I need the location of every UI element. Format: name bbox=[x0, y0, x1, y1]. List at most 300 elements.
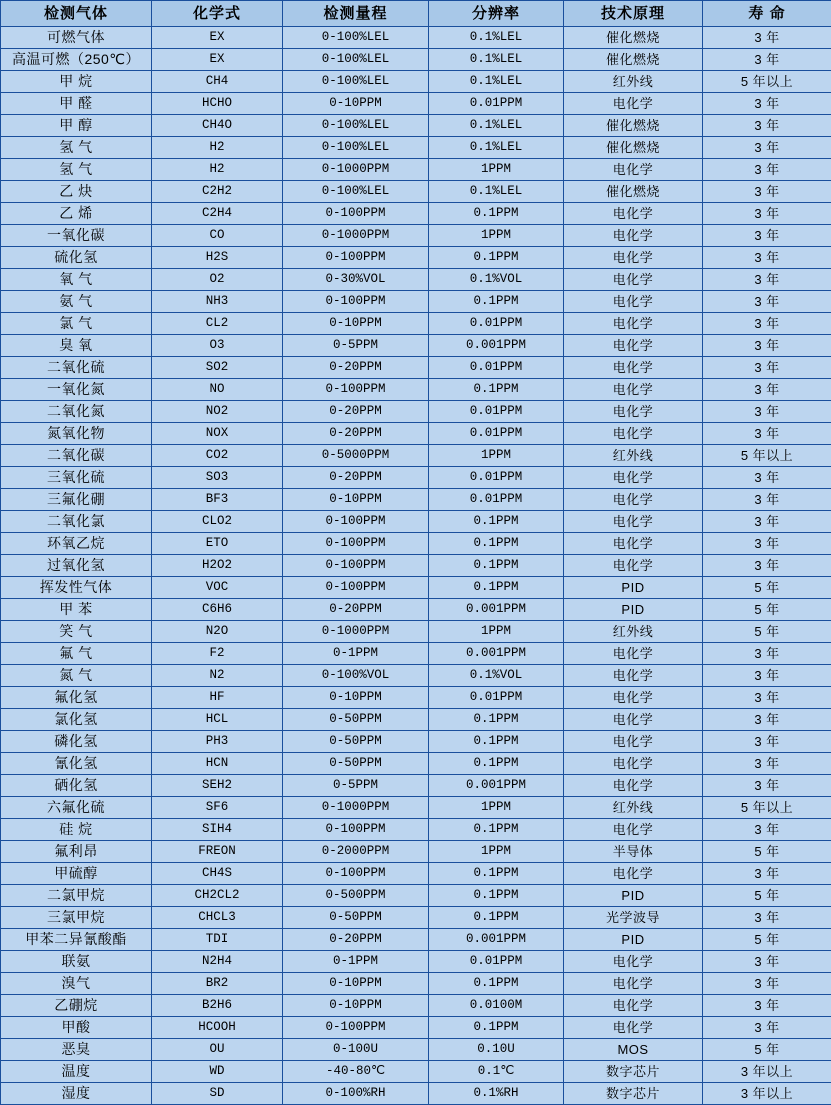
cell-formula: N2 bbox=[152, 665, 283, 687]
table-row bbox=[1, 445, 831, 467]
cell-gas: 乙硼烷 bbox=[1, 995, 152, 1017]
cell-principle: 红外线 bbox=[564, 71, 703, 93]
table-row bbox=[1, 951, 831, 973]
cell-range: 0-50PPM bbox=[283, 709, 429, 731]
cell-formula: CL2 bbox=[152, 313, 283, 335]
cell-gas: 二氯甲烷 bbox=[1, 885, 152, 907]
cell-formula: PH3 bbox=[152, 731, 283, 753]
cell-formula: VOC bbox=[152, 577, 283, 599]
cell-life: 5 年 bbox=[703, 577, 831, 599]
cell-life: 3 年 bbox=[703, 115, 831, 137]
cell-principle: 电化学 bbox=[564, 247, 703, 269]
cell-range: 0-100PPM bbox=[283, 203, 429, 225]
cell-range: 0-1000PPM bbox=[283, 159, 429, 181]
cell-range: 0-100U bbox=[283, 1039, 429, 1061]
cell-gas: 三氯甲烷 bbox=[1, 907, 152, 929]
cell-resolution: 0.1%RH bbox=[429, 1083, 564, 1105]
cell-principle: 电化学 bbox=[564, 423, 703, 445]
cell-gas: 溴气 bbox=[1, 973, 152, 995]
cell-formula: NH3 bbox=[152, 291, 283, 313]
table-body bbox=[1, 27, 831, 1105]
cell-principle: 电化学 bbox=[564, 775, 703, 797]
cell-resolution: 0.1PPM bbox=[429, 709, 564, 731]
cell-resolution: 1PPM bbox=[429, 159, 564, 181]
cell-range: 0-100%LEL bbox=[283, 49, 429, 71]
cell-formula: HCN bbox=[152, 753, 283, 775]
cell-principle: 电化学 bbox=[564, 159, 703, 181]
cell-range: 0-10PPM bbox=[283, 489, 429, 511]
cell-life: 3 年 bbox=[703, 709, 831, 731]
cell-gas: 恶臭 bbox=[1, 1039, 152, 1061]
cell-gas: 氟 气 bbox=[1, 643, 152, 665]
cell-formula: H2 bbox=[152, 137, 283, 159]
cell-principle: 电化学 bbox=[564, 819, 703, 841]
cell-resolution: 0.01PPM bbox=[429, 489, 564, 511]
column-header-range: 检测量程 bbox=[283, 1, 429, 27]
cell-formula: CHCL3 bbox=[152, 907, 283, 929]
cell-formula: NO2 bbox=[152, 401, 283, 423]
cell-range: 0-100PPM bbox=[283, 819, 429, 841]
cell-principle: 电化学 bbox=[564, 203, 703, 225]
cell-resolution: 1PPM bbox=[429, 797, 564, 819]
cell-gas: 氯 气 bbox=[1, 313, 152, 335]
cell-formula: HCL bbox=[152, 709, 283, 731]
cell-life: 3 年 bbox=[703, 489, 831, 511]
cell-gas: 氮 气 bbox=[1, 665, 152, 687]
cell-resolution: 0.1℃ bbox=[429, 1061, 564, 1083]
cell-life: 3 年 bbox=[703, 753, 831, 775]
cell-life: 3 年 bbox=[703, 863, 831, 885]
cell-formula: CH2CL2 bbox=[152, 885, 283, 907]
cell-principle: 电化学 bbox=[564, 291, 703, 313]
table-row bbox=[1, 533, 831, 555]
cell-life: 3 年 bbox=[703, 401, 831, 423]
cell-formula: CH4S bbox=[152, 863, 283, 885]
cell-life: 3 年 bbox=[703, 27, 831, 49]
cell-life: 5 年 bbox=[703, 621, 831, 643]
cell-range: 0-10PPM bbox=[283, 687, 429, 709]
cell-range: 0-20PPM bbox=[283, 929, 429, 951]
table-row bbox=[1, 1039, 831, 1061]
cell-principle: 催化燃烧 bbox=[564, 27, 703, 49]
cell-life: 3 年 bbox=[703, 1017, 831, 1039]
cell-life: 3 年 bbox=[703, 665, 831, 687]
cell-principle: 电化学 bbox=[564, 555, 703, 577]
table-row bbox=[1, 357, 831, 379]
table-row bbox=[1, 313, 831, 335]
cell-range: 0-10PPM bbox=[283, 973, 429, 995]
column-header-resolution: 分辨率 bbox=[429, 1, 564, 27]
cell-principle: PID bbox=[564, 577, 703, 599]
cell-formula: N2O bbox=[152, 621, 283, 643]
cell-resolution: 0.01PPM bbox=[429, 313, 564, 335]
cell-resolution: 0.01PPM bbox=[429, 357, 564, 379]
cell-principle: MOS bbox=[564, 1039, 703, 1061]
cell-life: 3 年 bbox=[703, 467, 831, 489]
cell-principle: 电化学 bbox=[564, 731, 703, 753]
table-row bbox=[1, 335, 831, 357]
cell-principle: 电化学 bbox=[564, 313, 703, 335]
cell-range: 0-5PPM bbox=[283, 335, 429, 357]
table-row bbox=[1, 643, 831, 665]
table-row bbox=[1, 115, 831, 137]
table-header-row bbox=[1, 1, 831, 27]
cell-gas: 六氟化硫 bbox=[1, 797, 152, 819]
table-row bbox=[1, 1083, 831, 1105]
cell-resolution: 0.1PPM bbox=[429, 511, 564, 533]
cell-gas: 氢 气 bbox=[1, 159, 152, 181]
cell-principle: 电化学 bbox=[564, 511, 703, 533]
cell-principle: 催化燃烧 bbox=[564, 181, 703, 203]
table-row bbox=[1, 225, 831, 247]
cell-principle: 数字芯片 bbox=[564, 1061, 703, 1083]
cell-formula: NOX bbox=[152, 423, 283, 445]
cell-range: 0-100%LEL bbox=[283, 181, 429, 203]
cell-gas: 甲酸 bbox=[1, 1017, 152, 1039]
table-row bbox=[1, 753, 831, 775]
table-row bbox=[1, 401, 831, 423]
cell-gas: 联氨 bbox=[1, 951, 152, 973]
cell-resolution: 1PPM bbox=[429, 445, 564, 467]
cell-life: 3 年 bbox=[703, 819, 831, 841]
cell-life: 3 年 bbox=[703, 225, 831, 247]
cell-gas: 二氧化氯 bbox=[1, 511, 152, 533]
cell-principle: 半导体 bbox=[564, 841, 703, 863]
cell-range: 0-50PPM bbox=[283, 753, 429, 775]
cell-principle: 红外线 bbox=[564, 797, 703, 819]
cell-gas: 甲硫醇 bbox=[1, 863, 152, 885]
cell-range: 0-50PPM bbox=[283, 731, 429, 753]
cell-range: 0-100%LEL bbox=[283, 71, 429, 93]
cell-formula: NO bbox=[152, 379, 283, 401]
cell-life: 3 年 bbox=[703, 731, 831, 753]
cell-principle: 电化学 bbox=[564, 467, 703, 489]
cell-resolution: 0.01PPM bbox=[429, 951, 564, 973]
cell-life: 3 年 bbox=[703, 533, 831, 555]
cell-resolution: 0.1PPM bbox=[429, 863, 564, 885]
cell-resolution: 0.01PPM bbox=[429, 467, 564, 489]
cell-gas: 笑 气 bbox=[1, 621, 152, 643]
cell-formula: OU bbox=[152, 1039, 283, 1061]
cell-gas: 乙 炔 bbox=[1, 181, 152, 203]
cell-principle: 电化学 bbox=[564, 533, 703, 555]
table-row bbox=[1, 27, 831, 49]
cell-range: 0-10PPM bbox=[283, 313, 429, 335]
cell-range: 0-100PPM bbox=[283, 863, 429, 885]
cell-formula: CH4 bbox=[152, 71, 283, 93]
cell-life: 3 年 bbox=[703, 137, 831, 159]
cell-range: 0-20PPM bbox=[283, 401, 429, 423]
cell-principle: 电化学 bbox=[564, 269, 703, 291]
cell-resolution: 0.1PPM bbox=[429, 533, 564, 555]
cell-formula: CO2 bbox=[152, 445, 283, 467]
table-row bbox=[1, 269, 831, 291]
cell-life: 5 年 bbox=[703, 841, 831, 863]
cell-range: 0-5PPM bbox=[283, 775, 429, 797]
cell-gas: 氯化氢 bbox=[1, 709, 152, 731]
cell-resolution: 0.1PPM bbox=[429, 973, 564, 995]
cell-range: 0-100PPM bbox=[283, 379, 429, 401]
cell-formula: HCHO bbox=[152, 93, 283, 115]
cell-gas: 硒化氢 bbox=[1, 775, 152, 797]
cell-range: 0-100PPM bbox=[283, 577, 429, 599]
cell-life: 3 年 bbox=[703, 555, 831, 577]
table-row bbox=[1, 731, 831, 753]
cell-formula: TDI bbox=[152, 929, 283, 951]
cell-life: 3 年 bbox=[703, 93, 831, 115]
column-header-gas: 检测气体 bbox=[1, 1, 152, 27]
cell-formula: SD bbox=[152, 1083, 283, 1105]
cell-formula: N2H4 bbox=[152, 951, 283, 973]
cell-range: 0-100PPM bbox=[283, 1017, 429, 1039]
table-row bbox=[1, 621, 831, 643]
cell-resolution: 0.1%LEL bbox=[429, 71, 564, 93]
cell-range: 0-1PPM bbox=[283, 951, 429, 973]
cell-formula: CLO2 bbox=[152, 511, 283, 533]
cell-life: 3 年 bbox=[703, 269, 831, 291]
cell-formula: SO2 bbox=[152, 357, 283, 379]
cell-range: 0-20PPM bbox=[283, 357, 429, 379]
cell-range: 0-100%VOL bbox=[283, 665, 429, 687]
table-row bbox=[1, 797, 831, 819]
cell-life: 3 年 bbox=[703, 203, 831, 225]
cell-range: 0-100%LEL bbox=[283, 137, 429, 159]
table-row bbox=[1, 291, 831, 313]
cell-range: 0-100PPM bbox=[283, 291, 429, 313]
cell-resolution: 0.1%VOL bbox=[429, 665, 564, 687]
cell-gas: 湿度 bbox=[1, 1083, 152, 1105]
cell-gas: 温度 bbox=[1, 1061, 152, 1083]
cell-gas: 一氧化氮 bbox=[1, 379, 152, 401]
cell-gas: 磷化氢 bbox=[1, 731, 152, 753]
cell-principle: 电化学 bbox=[564, 489, 703, 511]
cell-principle: 电化学 bbox=[564, 357, 703, 379]
cell-resolution: 0.10U bbox=[429, 1039, 564, 1061]
cell-principle: 催化燃烧 bbox=[564, 115, 703, 137]
cell-principle: 电化学 bbox=[564, 973, 703, 995]
table-row bbox=[1, 929, 831, 951]
cell-range: 0-20PPM bbox=[283, 599, 429, 621]
cell-resolution: 0.1PPM bbox=[429, 885, 564, 907]
cell-range: 0-100%LEL bbox=[283, 27, 429, 49]
cell-formula: CH4O bbox=[152, 115, 283, 137]
cell-range: 0-1PPM bbox=[283, 643, 429, 665]
cell-gas: 硫化氢 bbox=[1, 247, 152, 269]
cell-gas: 氮氧化物 bbox=[1, 423, 152, 445]
cell-gas: 环氧乙烷 bbox=[1, 533, 152, 555]
table-row bbox=[1, 599, 831, 621]
cell-resolution: 0.1PPM bbox=[429, 291, 564, 313]
cell-formula: H2O2 bbox=[152, 555, 283, 577]
cell-life: 3 年 bbox=[703, 313, 831, 335]
table-row bbox=[1, 137, 831, 159]
cell-life: 5 年 bbox=[703, 885, 831, 907]
cell-gas: 甲 烷 bbox=[1, 71, 152, 93]
table-row bbox=[1, 1061, 831, 1083]
cell-formula: H2 bbox=[152, 159, 283, 181]
cell-gas: 乙 烯 bbox=[1, 203, 152, 225]
cell-resolution: 0.1PPM bbox=[429, 379, 564, 401]
table-row bbox=[1, 489, 831, 511]
cell-formula: SIH4 bbox=[152, 819, 283, 841]
cell-resolution: 0.01PPM bbox=[429, 687, 564, 709]
cell-formula: O2 bbox=[152, 269, 283, 291]
cell-gas: 氟利昂 bbox=[1, 841, 152, 863]
cell-life: 3 年 bbox=[703, 643, 831, 665]
cell-principle: 数字芯片 bbox=[564, 1083, 703, 1105]
cell-range: 0-5000PPM bbox=[283, 445, 429, 467]
cell-resolution: 0.1PPM bbox=[429, 203, 564, 225]
cell-gas: 氨 气 bbox=[1, 291, 152, 313]
cell-formula: HCOOH bbox=[152, 1017, 283, 1039]
cell-resolution: 0.1PPM bbox=[429, 1017, 564, 1039]
cell-formula: O3 bbox=[152, 335, 283, 357]
cell-resolution: 0.1PPM bbox=[429, 577, 564, 599]
table-row bbox=[1, 181, 831, 203]
cell-life: 5 年以上 bbox=[703, 445, 831, 467]
cell-range: 0-2000PPM bbox=[283, 841, 429, 863]
cell-life: 3 年 bbox=[703, 907, 831, 929]
cell-gas: 三氧化硫 bbox=[1, 467, 152, 489]
table-row bbox=[1, 1017, 831, 1039]
cell-principle: 催化燃烧 bbox=[564, 137, 703, 159]
cell-life: 3 年 bbox=[703, 687, 831, 709]
cell-principle: 电化学 bbox=[564, 951, 703, 973]
cell-life: 3 年以上 bbox=[703, 1061, 831, 1083]
cell-life: 3 年 bbox=[703, 247, 831, 269]
cell-formula: FREON bbox=[152, 841, 283, 863]
cell-life: 3 年 bbox=[703, 159, 831, 181]
cell-range: 0-10PPM bbox=[283, 93, 429, 115]
cell-life: 3 年 bbox=[703, 951, 831, 973]
cell-gas: 氢 气 bbox=[1, 137, 152, 159]
cell-resolution: 1PPM bbox=[429, 621, 564, 643]
cell-principle: 红外线 bbox=[564, 621, 703, 643]
cell-resolution: 0.1%LEL bbox=[429, 181, 564, 203]
cell-gas: 氟化氢 bbox=[1, 687, 152, 709]
table-row bbox=[1, 71, 831, 93]
cell-formula: ETO bbox=[152, 533, 283, 555]
cell-principle: 电化学 bbox=[564, 225, 703, 247]
cell-resolution: 0.01PPM bbox=[429, 423, 564, 445]
table-row bbox=[1, 863, 831, 885]
cell-formula: B2H6 bbox=[152, 995, 283, 1017]
cell-principle: 电化学 bbox=[564, 665, 703, 687]
column-header-principle: 技术原理 bbox=[564, 1, 703, 27]
cell-formula: HF bbox=[152, 687, 283, 709]
cell-principle: 电化学 bbox=[564, 753, 703, 775]
cell-principle: 电化学 bbox=[564, 863, 703, 885]
cell-principle: 电化学 bbox=[564, 93, 703, 115]
cell-resolution: 0.1%VOL bbox=[429, 269, 564, 291]
cell-gas: 氰化氢 bbox=[1, 753, 152, 775]
cell-principle: PID bbox=[564, 929, 703, 951]
table-row bbox=[1, 665, 831, 687]
cell-life: 3 年 bbox=[703, 973, 831, 995]
cell-gas: 甲苯二异氰酸酯 bbox=[1, 929, 152, 951]
cell-formula: C6H6 bbox=[152, 599, 283, 621]
cell-life: 5 年 bbox=[703, 1039, 831, 1061]
cell-range: 0-100PPM bbox=[283, 511, 429, 533]
table-row bbox=[1, 577, 831, 599]
table-row bbox=[1, 973, 831, 995]
cell-resolution: 0.01PPM bbox=[429, 93, 564, 115]
table-row bbox=[1, 885, 831, 907]
cell-life: 5 年以上 bbox=[703, 71, 831, 93]
cell-range: 0-20PPM bbox=[283, 467, 429, 489]
cell-principle: PID bbox=[564, 599, 703, 621]
cell-resolution: 0.1PPM bbox=[429, 753, 564, 775]
cell-principle: 催化燃烧 bbox=[564, 49, 703, 71]
cell-resolution: 0.01PPM bbox=[429, 401, 564, 423]
table-row bbox=[1, 841, 831, 863]
cell-life: 3 年 bbox=[703, 423, 831, 445]
cell-range: 0-100PPM bbox=[283, 533, 429, 555]
table-row bbox=[1, 555, 831, 577]
cell-principle: 红外线 bbox=[564, 445, 703, 467]
cell-gas: 二氧化硫 bbox=[1, 357, 152, 379]
cell-principle: PID bbox=[564, 885, 703, 907]
cell-formula: BF3 bbox=[152, 489, 283, 511]
cell-principle: 电化学 bbox=[564, 643, 703, 665]
cell-life: 3 年 bbox=[703, 379, 831, 401]
table-row bbox=[1, 819, 831, 841]
cell-range: 0-1000PPM bbox=[283, 797, 429, 819]
cell-range: 0-500PPM bbox=[283, 885, 429, 907]
cell-gas: 甲 醇 bbox=[1, 115, 152, 137]
cell-gas: 一氧化碳 bbox=[1, 225, 152, 247]
cell-resolution: 0.0100M bbox=[429, 995, 564, 1017]
cell-range: 0-100%LEL bbox=[283, 115, 429, 137]
cell-range: 0-10PPM bbox=[283, 995, 429, 1017]
cell-formula: C2H2 bbox=[152, 181, 283, 203]
cell-life: 5 年 bbox=[703, 599, 831, 621]
table-row bbox=[1, 247, 831, 269]
table-row bbox=[1, 93, 831, 115]
cell-range: 0-50PPM bbox=[283, 907, 429, 929]
cell-resolution: 1PPM bbox=[429, 841, 564, 863]
cell-resolution: 0.1%LEL bbox=[429, 115, 564, 137]
table-header bbox=[1, 1, 831, 27]
cell-range: -40-80℃ bbox=[283, 1061, 429, 1083]
cell-range: 0-20PPM bbox=[283, 423, 429, 445]
cell-formula: EX bbox=[152, 49, 283, 71]
cell-resolution: 0.001PPM bbox=[429, 335, 564, 357]
cell-life: 3 年 bbox=[703, 49, 831, 71]
table-row bbox=[1, 159, 831, 181]
cell-life: 3 年 bbox=[703, 181, 831, 203]
cell-resolution: 0.001PPM bbox=[429, 643, 564, 665]
cell-gas: 甲 苯 bbox=[1, 599, 152, 621]
cell-principle: 光学波导 bbox=[564, 907, 703, 929]
cell-principle: 电化学 bbox=[564, 995, 703, 1017]
cell-range: 0-100PPM bbox=[283, 247, 429, 269]
cell-formula: F2 bbox=[152, 643, 283, 665]
cell-range: 0-30%VOL bbox=[283, 269, 429, 291]
cell-principle: 电化学 bbox=[564, 335, 703, 357]
cell-gas: 氧 气 bbox=[1, 269, 152, 291]
cell-formula: H2S bbox=[152, 247, 283, 269]
column-header-formula: 化学式 bbox=[152, 1, 283, 27]
cell-formula: WD bbox=[152, 1061, 283, 1083]
cell-formula: SO3 bbox=[152, 467, 283, 489]
cell-formula: EX bbox=[152, 27, 283, 49]
cell-life: 5 年以上 bbox=[703, 797, 831, 819]
cell-gas: 二氧化氮 bbox=[1, 401, 152, 423]
table-row bbox=[1, 511, 831, 533]
cell-resolution: 0.001PPM bbox=[429, 599, 564, 621]
cell-gas: 挥发性气体 bbox=[1, 577, 152, 599]
